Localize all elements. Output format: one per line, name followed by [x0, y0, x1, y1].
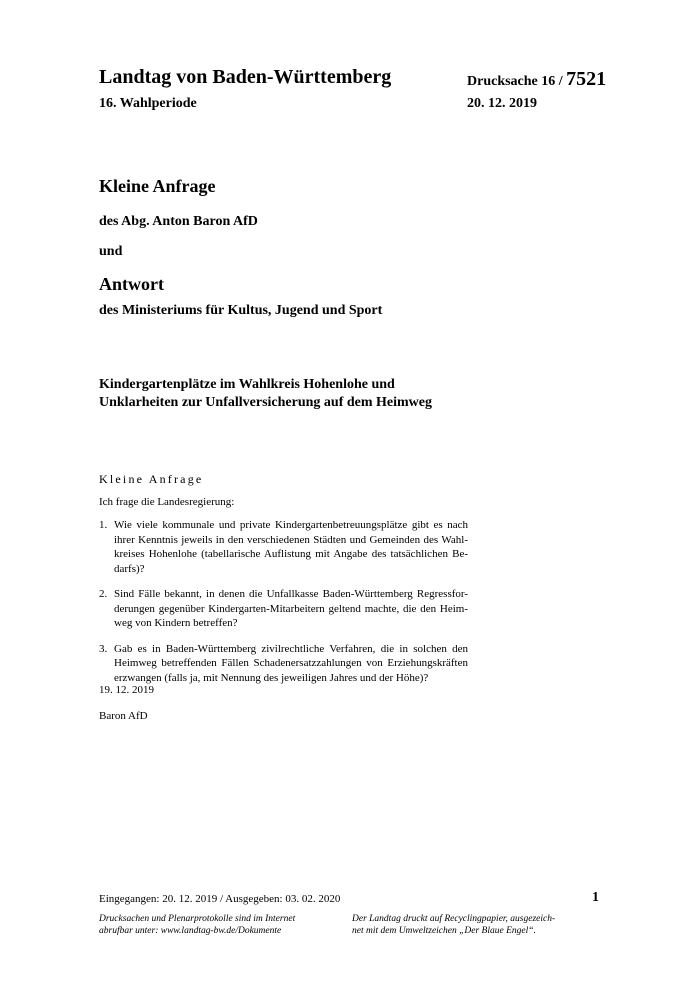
question-line: Wie viele kommunale und private Kindergartenbetreuungsplätze gibt es nach	[114, 519, 468, 531]
question-line: Sind Fälle bekannt, in denen die Unfallkasse Baden-Württemberg Regressfor-	[114, 588, 468, 600]
signature-date: 19. 12. 2019	[99, 684, 154, 696]
subject-title	[99, 376, 559, 412]
footer-left-line-1: Drucksachen und Plenarprotokolle sind im Internet	[99, 914, 296, 924]
member-line: des Abg. Anton Baron AfD	[99, 214, 258, 229]
question-number: 2.	[99, 588, 108, 600]
question-line: darfs)?	[114, 562, 145, 575]
parliament-name: Landtag von Baden-Württemberg	[99, 66, 392, 88]
ministry-line: des Ministeriums für Kultus, Jugend und Sport	[99, 303, 383, 318]
kleine-anfrage-heading: Kleine Anfrage	[99, 176, 216, 196]
antwort-heading: Antwort	[99, 274, 164, 294]
footer-internet-note	[99, 913, 295, 937]
intro-text: Ich frage die Landesregierung:	[99, 496, 235, 508]
question-line: Gab es in Baden-Württemberg zivilrechtliche Verfahren, die in solchen den	[114, 642, 468, 655]
footer-left-line-2: abrufbar unter: www.landtag-bw.de/Dokumente	[99, 926, 282, 936]
question-line: ihrer Kenntnis jeweils in den verschiedenen Städten und Gemeinden des Wahl-	[114, 533, 468, 546]
question-line: kreises Hohenlohe (tabellarische Auflistung mit Angabe des tatsächlichen Be-	[114, 548, 468, 560]
question-number: 1.	[99, 519, 108, 531]
drucksache-number: 7521	[566, 68, 607, 90]
drucksache-label	[467, 68, 606, 91]
page-number: 1	[592, 890, 599, 905]
question-item	[99, 587, 468, 631]
footer-right-line-1: Der Landtag druckt auf Recyclingpapier, ausgezeich-	[352, 914, 556, 924]
footer-recycling-note	[352, 913, 555, 937]
question-number: 3.	[99, 642, 108, 655]
subject-line-1: Kindergartenplätze im Wahlkreis Hohenlohe und	[99, 377, 395, 392]
footer-right-line-2: net mit dem Umweltzeichen „Der Blaue Engel“.	[352, 926, 536, 936]
signer-name: Baron AfD	[99, 710, 148, 722]
question-item	[99, 518, 468, 576]
question-line: erzwangen (falls ja, mit Nennung des jeweiligen Jahres und der Höhe)?	[114, 671, 429, 684]
section-label: Kleine Anfrage	[99, 472, 204, 486]
question-list	[99, 518, 468, 696]
question-line: derungen gegenüber Kindergarten-Mitarbeitern geltend machte, die den Heim-	[114, 602, 468, 615]
und-connector: und	[99, 244, 123, 259]
question-line: weg von Kindern betreffen?	[114, 617, 238, 629]
question-item	[99, 642, 468, 686]
legislative-period: 16. Wahlperiode	[99, 96, 197, 111]
drucksache-prefix: Drucksache 16	[467, 74, 556, 89]
question-line: Heimweg betreffenden Fällen Schadenersatzzahlungen von Erziehungskräften	[114, 657, 468, 669]
subject-line-2: Unklarheiten zur Unfallversicherung auf dem Heimweg	[99, 395, 432, 410]
document-date: 20. 12. 2019	[467, 96, 537, 111]
drucksache-separator: /	[555, 74, 567, 89]
received-issued-line: Eingegangen: 20. 12. 2019 / Ausgegeben: 03. 02. 2020	[99, 893, 341, 905]
